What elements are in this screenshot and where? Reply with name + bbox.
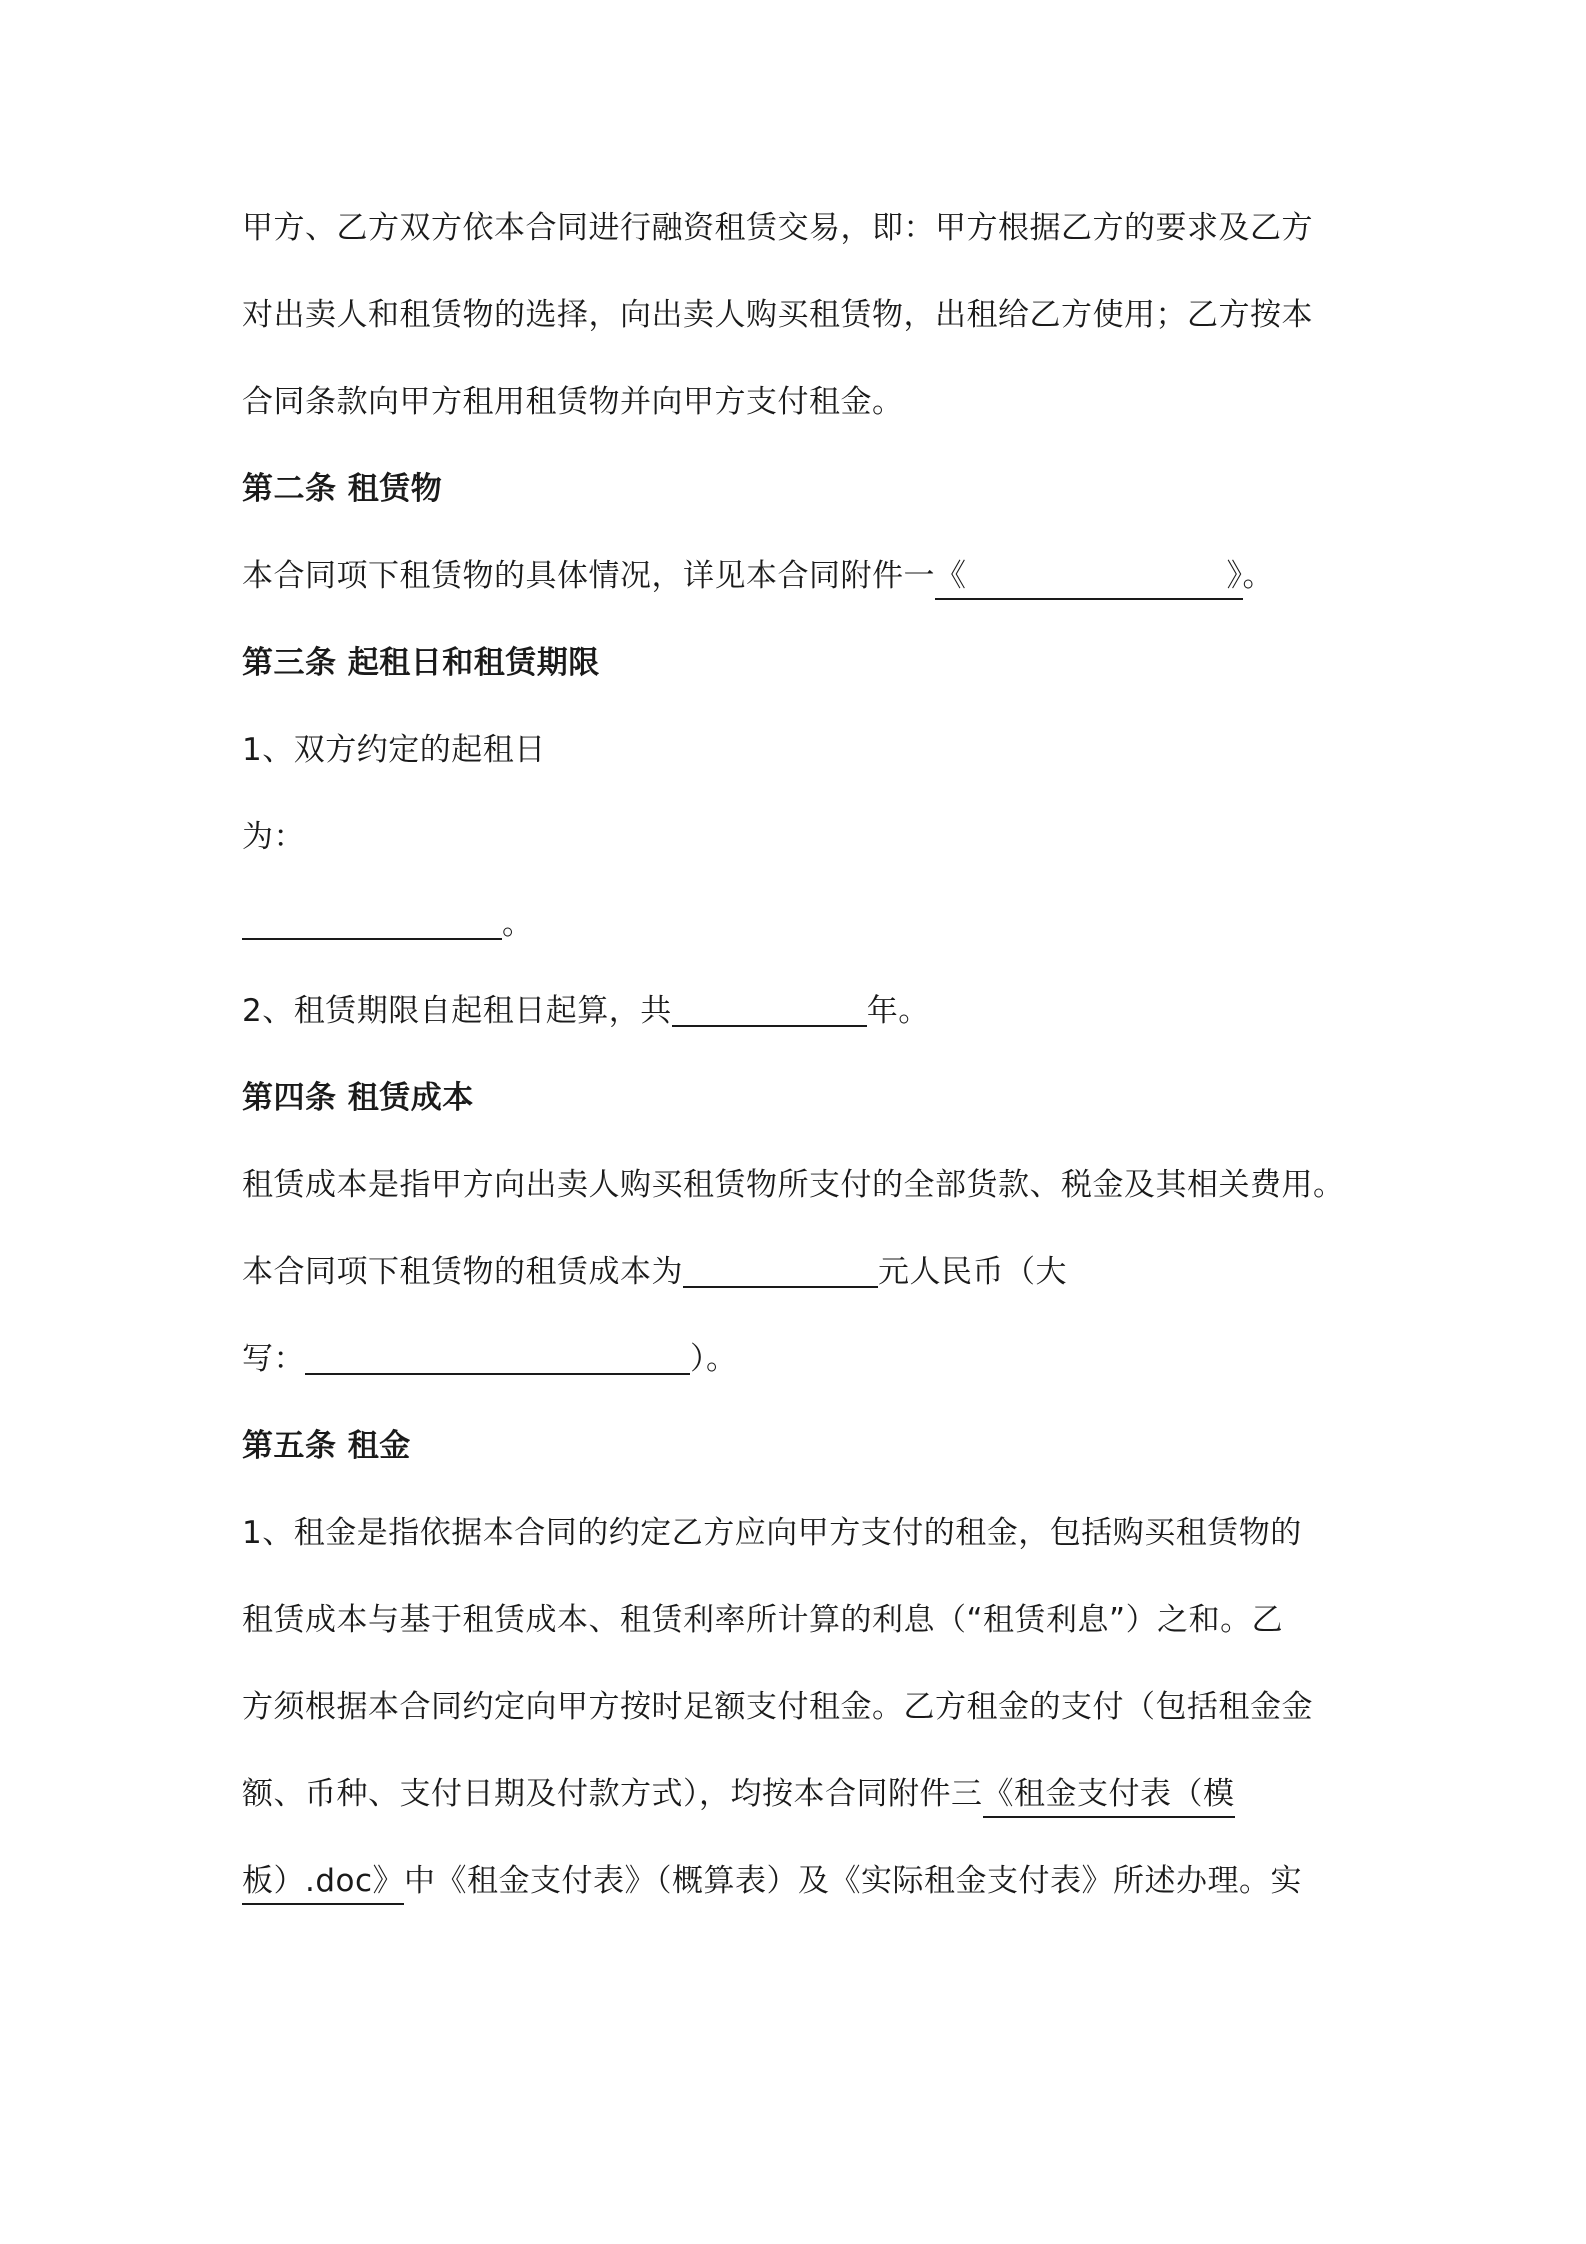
contract-page [242, 185, 1372, 1925]
intro-line-3: 合同条款向甲方租用租赁物并向甲方支付租金。 [242, 384, 904, 420]
lease-term-years-blank[interactable] [672, 991, 867, 1027]
capital-amount-label: 写： [242, 1341, 305, 1377]
article-5-line-4-text: 额、币种、支付日期及付款方式），均按本合同附件三 [242, 1776, 983, 1812]
article-4-heading: 第四条 租赁成本 [242, 1080, 474, 1116]
article-5-heading: 第五条 租金 [242, 1428, 411, 1464]
attachment-3-link-part-2[interactable]: 板）.doc》 [242, 1863, 404, 1905]
article-2-heading: 第二条 租赁物 [242, 471, 443, 507]
article-4-line-3 [242, 1316, 1372, 1403]
article-3-item-1-line-2: 为： [242, 819, 305, 855]
article-5-line-4 [242, 1751, 1372, 1838]
intro-line-2: 对出卖人和租赁物的选择，向出卖人购买租赁物，出租给乙方使用；乙方按本 [242, 297, 1313, 333]
capital-amount-blank[interactable] [305, 1339, 690, 1375]
lease-term-text-before: 2、租赁期限自起租日起算，共 [242, 993, 672, 1029]
close-quote: 》 [1226, 558, 1243, 594]
attachment-3-link-part-1[interactable]: 《租金支付表（模 [983, 1776, 1235, 1818]
article-3-item-1-line-3 [242, 881, 1372, 968]
article-5-line-5-text: 中《租金支付表》（概算表）及《实际租金支付表》所述办理。实 [404, 1863, 1303, 1899]
article-5-line-1: 1、租金是指依据本合同的约定乙方应向甲方支付的租金，包括购买租赁物的 [242, 1515, 1302, 1551]
article-2-text-after: 。 [1242, 558, 1274, 594]
article-2-text-before: 本合同项下租赁物的具体情况，详见本合同附件一 [242, 558, 935, 594]
intro-line-1: 甲方、乙方双方依本合同进行融资租赁交易，即：甲方根据乙方的要求及乙方 [242, 210, 1313, 246]
capital-amount-end: ）。 [690, 1341, 738, 1377]
article-3-item-1-line-1: 1、双方约定的起租日 [242, 732, 546, 768]
lease-term-text-after: 年。 [866, 993, 930, 1029]
article-5-line-2: 租赁成本与基于租赁成本、租赁利率所计算的利息（“租赁利息”）之和。乙 [242, 1602, 1284, 1638]
start-date-end: 。 [502, 906, 534, 942]
start-date-blank[interactable] [242, 904, 502, 940]
lease-cost-amount-blank[interactable] [683, 1252, 878, 1288]
article-3-item-2 [242, 968, 1372, 1055]
article-5-line-3: 方须根据本合同约定向甲方按时足额支付租金。乙方租金的支付（包括租金金 [242, 1689, 1313, 1725]
article-4-line-1: 租赁成本是指甲方向出卖人购买租赁物所支付的全部货款、税金及其相关费用。 [242, 1167, 1345, 1203]
article-2-text [242, 533, 1372, 620]
lease-cost-text-after: 元人民币（大 [878, 1254, 1067, 1290]
article-4-line-2 [242, 1229, 1372, 1316]
article-5-line-5 [242, 1838, 1372, 1925]
open-quote: 《 [935, 558, 967, 594]
article-3-heading: 第三条 起租日和租赁期限 [242, 645, 600, 681]
attachment-1-title-field[interactable] [935, 558, 1243, 600]
lease-cost-text-before: 本合同项下租赁物的租赁成本为 [242, 1254, 683, 1290]
